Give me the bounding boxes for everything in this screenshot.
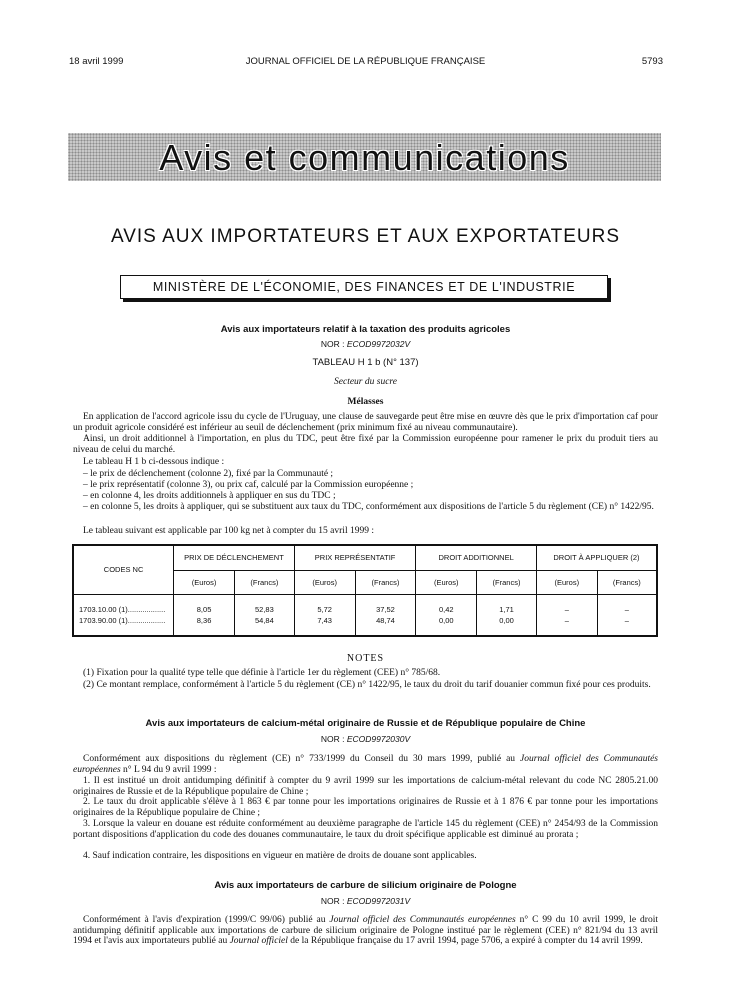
notice2-paragraph-5: 4. Sauf indication contraire, les dispositions en vigueur en matière de droits de douane sont applicables.	[83, 851, 477, 861]
notice2-nor	[0, 734, 731, 744]
ministry-box: MINISTÈRE DE L'ÉCONOMIE, DES FINANCES ET DE L'INDUSTRIE	[120, 275, 608, 299]
table-cell: 52,83 54,84	[234, 594, 294, 636]
section-title: AVIS AUX IMPORTATEURS ET AUX EXPORTATEURS	[110, 226, 621, 247]
notice1-paragraph-1: En application de l'accord agricole issu du cycle de l'Uruguay, une clause de sauvegarde peut être mise en œuvre dès que le prix d'importation caf pour un produit agricole considéré est inférieur au seuil de déclenchement (prix minimum fixé au niveau communautaire).	[73, 412, 658, 433]
notice3-nor	[0, 896, 731, 906]
table-cell: 0,42 0,00	[416, 594, 477, 636]
banner-title: Avis et communications	[159, 137, 570, 178]
notice1-paragraph-4: Le tableau suivant est applicable par 100 kg net à compter du 15 avril 1999 :	[83, 526, 374, 536]
group-header-additionnel: DROIT ADDITIONNEL	[416, 545, 537, 570]
nor-code: ECOD9972032V	[346, 339, 411, 349]
nor-label: NOR :	[320, 896, 345, 906]
notice1-item-1: – le prix de déclenchement (colonne 2), fixé par la Communauté ;	[83, 469, 334, 479]
notice2-paragraph-4: 3. Lorsque la valeur en douane est réduite conformément au deuxième paragraphe de l'article 145 du règlement (CEE) n° 2454/93 de la Commission portant dispositions d'application du code des douanes communautaire, le taux du droit spécifique applicable est diminué au prorata ;	[73, 819, 658, 840]
note-2: (2) Ce montant remplace, conformément à l'article 5 du règlement (CE) n° 1422/95, le taux du droit du tarif douanier commun fixé pour ces produits.	[83, 680, 651, 690]
table-code: 1703.10.00 (1)..................	[79, 604, 166, 614]
notice1-nor	[0, 339, 731, 349]
table-cell: 1,71 0,00	[477, 594, 537, 636]
unit-header: (Francs)	[597, 570, 657, 594]
nor-label: NOR :	[320, 339, 345, 349]
table-cell: 5,72 7,43	[294, 594, 355, 636]
unit-header: (Francs)	[477, 570, 537, 594]
secteur-label: Secteur du sucre	[334, 377, 397, 387]
notice3-title: Avis aux importateurs de carbure de silicium originaire de Pologne	[214, 880, 517, 891]
nor-code: ECOD9972031V	[346, 896, 411, 906]
notes-title: NOTES	[346, 653, 385, 664]
notice2-paragraph-2: 1. Il est institué un droit antidumping définitif à compter du 9 avril 1999 sur les importations de calcium-métal relevant du code NC 2805.21.00 originaires de Russie et de la République populaire de Chine ;	[73, 776, 658, 797]
unit-header: (Euros)	[174, 570, 235, 594]
table-code: 1703.90.00 (1)..................	[79, 615, 166, 625]
table-cell: – –	[536, 594, 597, 636]
notice2-paragraph-3: 2. Le taux du droit applicable s'élève à 1 863 € par tonne pour les importations originaires de Russie et à 1 876 € par tonne pour les importations originaires de la République populaire de Chine ;	[73, 797, 658, 818]
table-cell: – –	[597, 594, 657, 636]
unit-header: (Euros)	[294, 570, 355, 594]
section-banner	[68, 133, 661, 181]
codes-nc-header: CODES NC	[73, 545, 174, 594]
notice1-item-3: – en colonne 4, les droits additionnels à appliquer en sus du TDC ;	[83, 491, 336, 501]
tariff-table	[72, 544, 658, 637]
header-date: 18 avril 1999	[69, 56, 124, 67]
product-label: Mélasses	[347, 397, 384, 407]
unit-header: (Francs)	[234, 570, 294, 594]
table-cell: 37,52 48,74	[355, 594, 416, 636]
group-header-appliquer: DROIT À APPLIQUER (2)	[536, 545, 657, 570]
group-header-representatif: PRIX REPRÉSENTATIF	[294, 545, 416, 570]
group-header-declenchement: PRIX DE DÉCLENCHEMENT	[174, 545, 295, 570]
nor-code: ECOD9972030V	[346, 734, 411, 744]
nor-label: NOR :	[320, 734, 345, 744]
unit-header: (Francs)	[355, 570, 416, 594]
unit-header: (Euros)	[536, 570, 597, 594]
notice1-paragraph-3: Le tableau H 1 b ci-dessous indique :	[83, 457, 225, 467]
header-page-number: 5793	[641, 56, 663, 67]
table-codes-cell	[73, 594, 174, 636]
table-cell: 8,05 8,36	[174, 594, 235, 636]
note-1: (1) Fixation pour la qualité type telle que définie à l'article 1er du règlement (CEE) n° 785/68.	[83, 668, 441, 678]
unit-header: (Euros)	[416, 570, 477, 594]
notice1-paragraph-2: Ainsi, un droit additionnel à l'importation, en plus du TDC, peut être fixé par la Commission européenne pour ramener le prix du produit tiers au niveau de celui du marché.	[73, 434, 658, 455]
tableau-title: TABLEAU H 1 b (N° 137)	[312, 357, 419, 368]
notice1-item-4: – en colonne 5, les droits à appliquer, qui se substituent aux taux du TDC, conformément aux dispositions de l'article 5 du règlement (CE) n° 1422/95.	[83, 502, 654, 512]
notice1-title: Avis aux importateurs relatif à la taxation des produits agricoles	[220, 324, 511, 335]
notice2-title: Avis aux importateurs de calcium-métal originaire de Russie et de République populaire de Chine	[145, 718, 586, 729]
notice1-item-2: – le prix représentatif (colonne 3), ou prix caf, calculé par la Commission européenne ;	[83, 480, 414, 490]
notice2-paragraph-1: Conformément aux dispositions du règlement (CE) n° 733/1999 du Conseil du 30 mars 1999, publié au Journal officiel des Communautés européennes n° L 94 du 9 avril 1999 :	[73, 754, 658, 775]
notice3-paragraph-1: Conformément à l'avis d'expiration (1999/C 99/06) publié au Journal officiel des Communautés européennes n° C 99 du 10 avril 1999, le droit antidumping définitif applicable aux importations de carbure de silicium originaire de Pologne institué par le règlement (CEE) n° 821/94 du 13 avril 1994 et l'avis aux importateurs publié au Journal officiel de la République française du 17 avril 1994, page 5706, a expiré à compter du 14 avril 1999.	[73, 915, 658, 946]
header-journal-title: JOURNAL OFFICIEL DE LA RÉPUBLIQUE FRANÇAISE	[245, 56, 486, 67]
